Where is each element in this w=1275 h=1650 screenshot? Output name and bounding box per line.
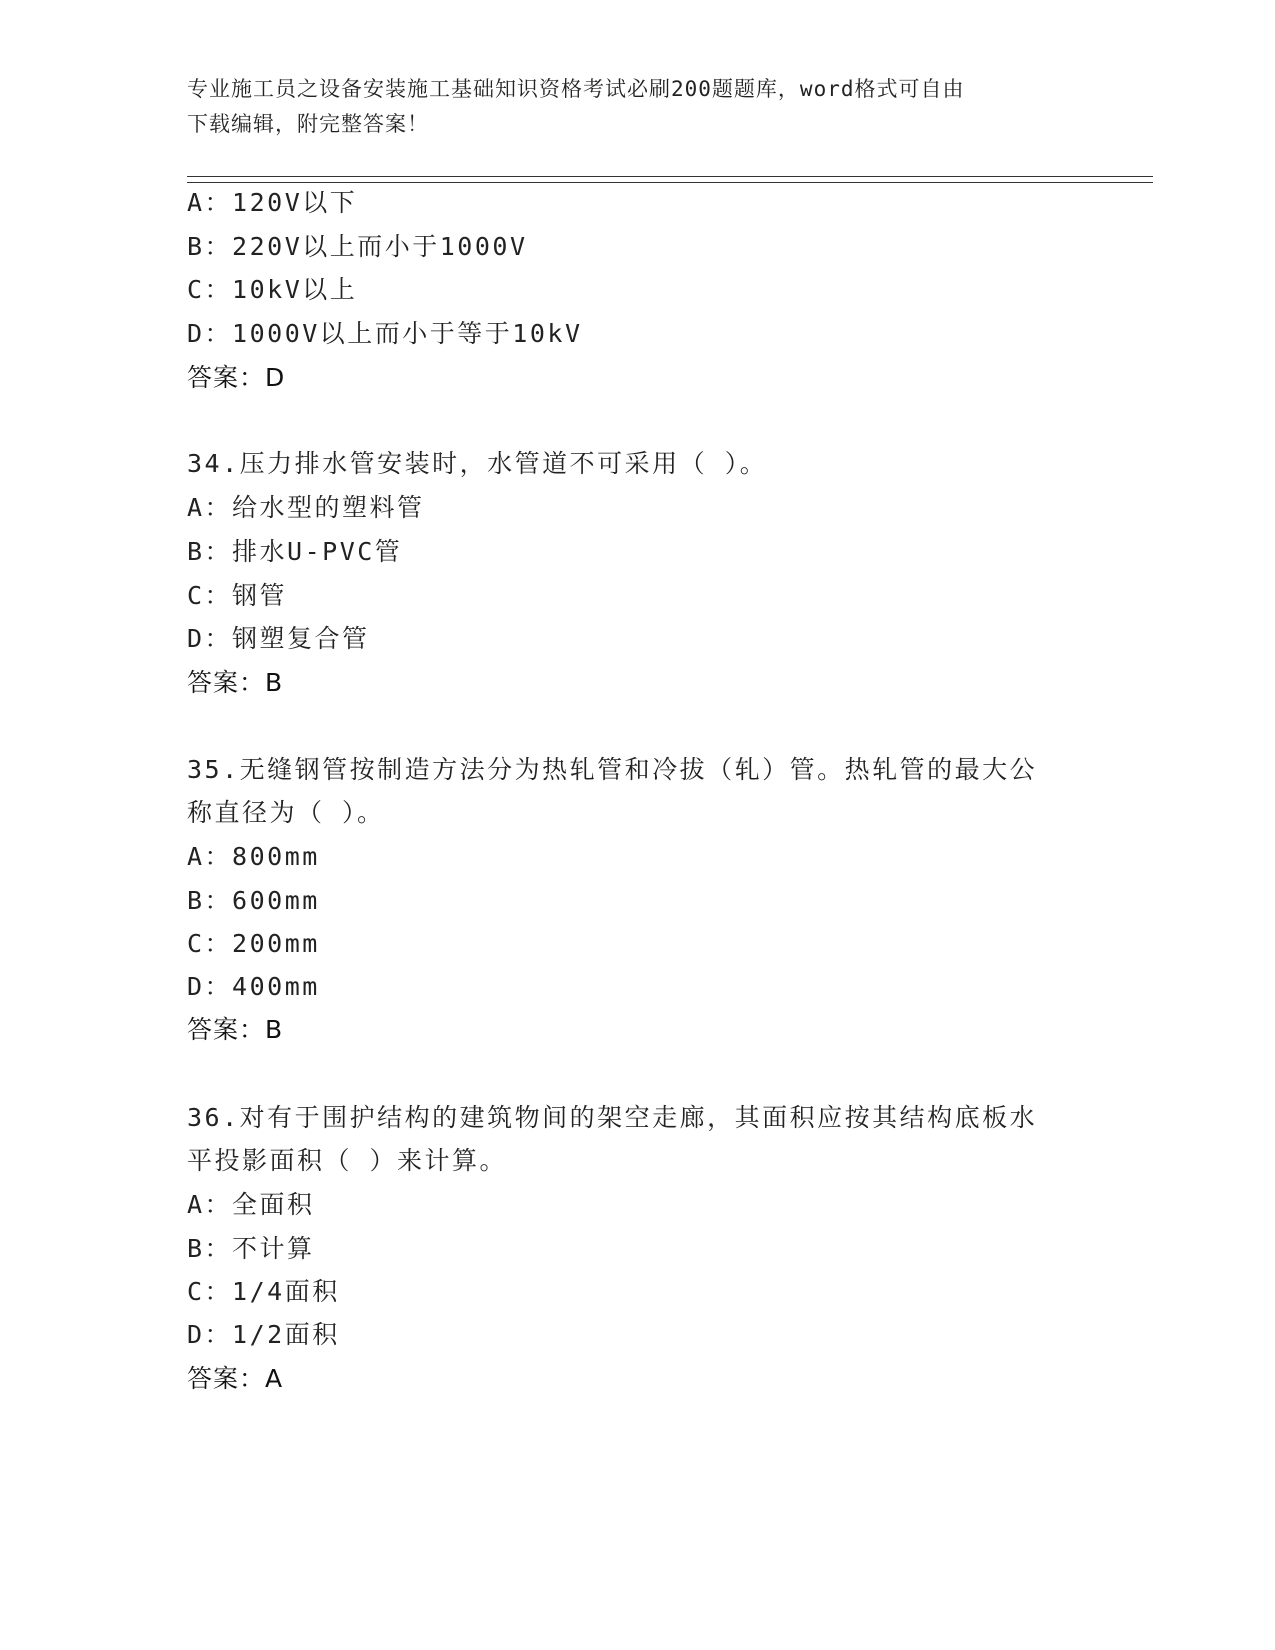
- answer-label: 答案：B: [187, 1015, 284, 1044]
- option-d: D：钢塑复合管: [187, 624, 370, 653]
- option-a: A：给水型的塑料管: [187, 493, 425, 522]
- question-stem: 36.对有于围护结构的建筑物间的架空走廊，其面积应按其结构底板水: [187, 1103, 1038, 1132]
- option-d: D：400mm: [187, 972, 320, 1001]
- option-a: A：120V以下: [187, 188, 358, 217]
- option-b: B：600mm: [187, 886, 320, 915]
- question-stem: 34.压力排水管安装时，水管道不可采用（ ）。: [187, 449, 768, 478]
- option-a: A：全面积: [187, 1190, 315, 1219]
- question-stem-continued: 称直径为（ ）。: [187, 798, 385, 827]
- option-b: B：排水U-PVC管: [187, 537, 403, 566]
- header-title-line-2: 下载编辑，附完整答案！: [187, 112, 429, 136]
- answer-label: 答案：D: [187, 363, 286, 392]
- option-b: B：不计算: [187, 1234, 315, 1263]
- answer-label: 答案：B: [187, 668, 284, 697]
- answer-label: 答案：A: [187, 1364, 284, 1393]
- header-divider-top: [187, 176, 1153, 177]
- option-c: C：钢管: [187, 581, 288, 610]
- option-d: D：1000V以上而小于等于10kV: [187, 319, 583, 348]
- question-stem-continued: 平投影面积（ ）来计算。: [187, 1146, 508, 1175]
- question-stem: 35.无缝钢管按制造方法分为热轧管和冷拔（轧）管。热轧管的最大公: [187, 755, 1038, 784]
- option-d: D：1/2面积: [187, 1320, 340, 1349]
- header-title-line-1: 专业施工员之设备安装施工基础知识资格考试必刷200题题库，word格式可自由: [187, 77, 965, 101]
- header-divider-bottom: [187, 182, 1153, 183]
- option-c: C：200mm: [187, 929, 320, 958]
- option-c: C：10kV以上: [187, 275, 358, 304]
- option-a: A：800mm: [187, 842, 320, 871]
- document-header: [187, 72, 1067, 142]
- option-c: C：1/4面积: [187, 1277, 340, 1306]
- option-b: B：220V以上而小于1000V: [187, 232, 528, 261]
